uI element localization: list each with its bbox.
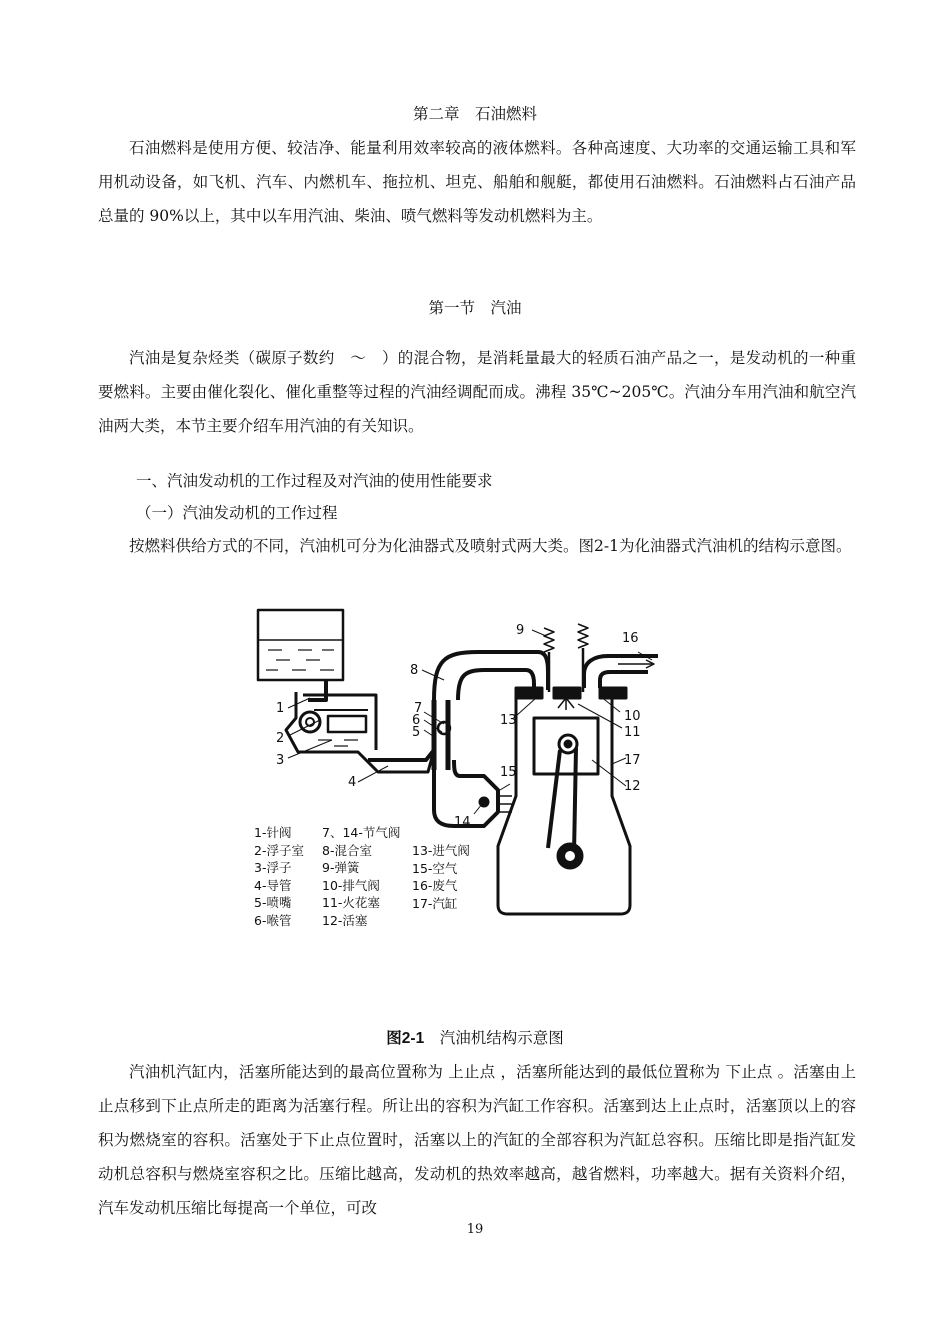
label-7: 7 [414, 701, 423, 716]
legend-col-1 [254, 824, 304, 930]
label-17: 17 [624, 753, 641, 768]
legend-item: 3-浮子 [254, 860, 292, 876]
label-6: 6 [412, 713, 421, 728]
legend-item: 9-弹簧 [322, 860, 360, 876]
legend-col-3 [412, 842, 470, 912]
legend-item: 6-喉管 [254, 912, 292, 928]
connecting-rod [548, 748, 576, 854]
label-4: 4 [348, 775, 357, 790]
legend-item: 1-针阀 [254, 825, 292, 840]
section-title: 第一节 汽油 [428, 299, 522, 317]
page-number: 19 [466, 1222, 484, 1237]
heading-1-1: （一）汽油发动机的工作过程 [136, 504, 338, 522]
label-13: 13 [500, 713, 517, 728]
body-paragraph: 汽油机汽缸内，活塞所能达到的最高位置称为 上止点 ，活塞所能达到的最低位置称为 下止点 。活塞由上止点移到下止点所走的距离为活塞行程。所让出的容积为汽缸工作容积。活塞到达上止点时，活塞顶以上的容积为燃烧室的容积。活塞处于下止点位置时，活塞以上的汽缸的全部容积为汽缸总容积。压缩比即是指汽缸发动机总容积与燃烧室容积之比。压缩比越高，发动机的热效率越高，越省燃料，功率越大。据有关资料介绍，汽车发动机压缩比每提高一个单位，可改 [98, 1063, 856, 1217]
legend-item: 10-排气阀 [322, 877, 380, 893]
label-11: 11 [624, 725, 641, 740]
label-2: 2 [276, 731, 285, 746]
legend-item: 13-进气阀 [412, 843, 470, 858]
legend-item: 16-废气 [412, 878, 458, 894]
label-1: 1 [276, 701, 285, 716]
figure-caption-number: 图2-1 [386, 1030, 425, 1047]
label-14: 14 [454, 815, 471, 830]
legend-item: 7、14-节气阀 [322, 825, 401, 840]
label-15: 15 [500, 765, 517, 780]
figure-caption-text: 汽油机结构示意图 [439, 1029, 564, 1047]
label-5: 5 [412, 725, 421, 740]
label-10: 10 [624, 709, 641, 724]
legend-item: 5-喷嘴 [254, 895, 292, 911]
chapter-title: 第二章 石油燃料 [412, 105, 537, 123]
legend-item: 8-混合室 [322, 842, 372, 858]
legend-col-2 [322, 824, 400, 930]
heading-1: 一、汽油发动机的工作过程及对汽油的使用性能要求 [136, 472, 493, 490]
label-8: 8 [410, 663, 419, 678]
process-paragraph: 按燃料供给方式的不同，汽油机可分为化油器式及喷射式两大类。图2-1为化油器式汽油机的结构示意图。 [129, 537, 852, 555]
figure-caption [0, 1028, 950, 1049]
legend-item: 17-汽缸 [412, 895, 458, 911]
label-12: 12 [624, 779, 641, 794]
legend-item: 2-浮子室 [254, 842, 304, 858]
legend-item: 4-导管 [254, 877, 292, 893]
cylinder-wall [498, 698, 630, 914]
legend-item: 12-活塞 [322, 912, 368, 928]
section-paragraph: 汽油是复杂烃类（碳原子数约 ～ ）的混合物，是消耗量最大的轻质石油产品之一，是发动机的一种重要燃料。主要由催化裂化、催化重整等过程的汽油经调配而成。沸程 35℃~205℃。汽油分车用汽油和航空汽油两大类，本节主要介绍车用汽油的有关知识。 [98, 349, 856, 435]
intro-paragraph: 石油燃料是使用方便、较洁净、能量利用效率较高的液体燃料。各种高速度、大功率的交通运输工具和军用机动设备，如飞机、汽车、内燃机车、拖拉机、坦克、船舶和舰艇，都使用石油燃料。石油燃料占石油产品总量的 90%以上，其中以车用汽油、柴油、喷气燃料等发动机燃料为主。 [98, 139, 856, 225]
fuel-pipe [308, 680, 326, 700]
label-9: 9 [516, 623, 525, 638]
legend-item: 15-空气 [412, 860, 458, 876]
engine-diagram [248, 600, 668, 940]
label-3: 3 [276, 753, 285, 768]
label-16: 16 [622, 631, 639, 646]
legend-item: 11-火花塞 [322, 895, 380, 911]
